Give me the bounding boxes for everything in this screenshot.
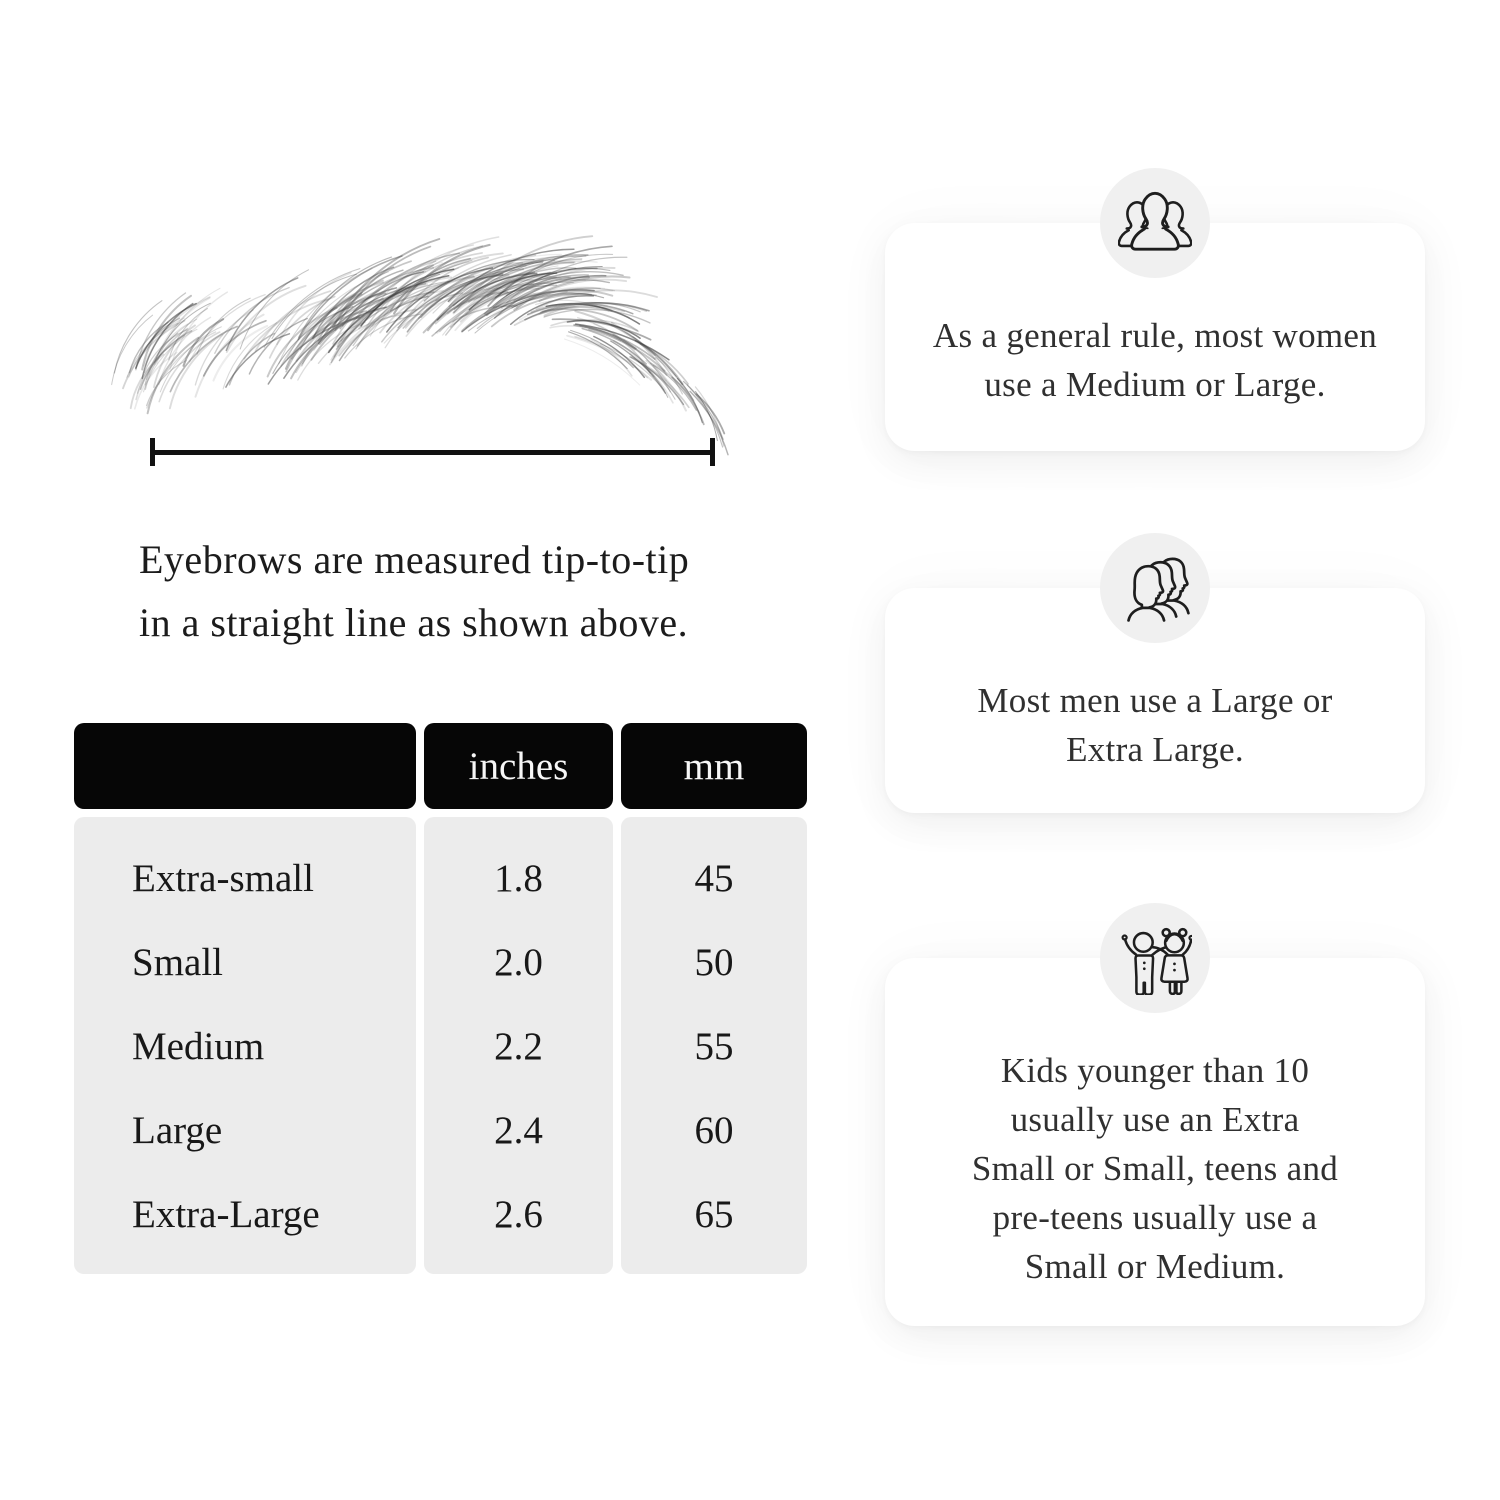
- measurement-caption: [139, 528, 779, 654]
- size-label: Extra-Large: [132, 1192, 320, 1236]
- size-label: Large: [132, 1108, 223, 1152]
- inches-value: 2.0: [494, 940, 543, 984]
- inches-value: 1.8: [494, 856, 543, 900]
- caption-line-2: in a straight line as shown above.: [139, 600, 689, 645]
- mm-value: 45: [694, 856, 734, 900]
- eyebrow-sketch-svg: [112, 240, 752, 452]
- card-text-line: Small or Medium.: [1024, 1247, 1286, 1286]
- header-cell-mm: mm: [621, 723, 807, 809]
- kids-guideline-card: [885, 958, 1425, 1326]
- women-guideline-card: [885, 223, 1425, 451]
- women-icon-badge: [1100, 168, 1210, 278]
- mm-value: 50: [694, 940, 734, 984]
- mm-value: 55: [694, 1024, 734, 1068]
- card-text-line: usually use an Extra: [1010, 1100, 1300, 1139]
- inches-column: [424, 817, 613, 1274]
- measure-bar: [152, 450, 713, 455]
- kids-icon-badge: [1100, 903, 1210, 1013]
- card-text-line: Extra Large.: [1066, 730, 1244, 769]
- header-cell-blank: [74, 723, 416, 809]
- kids-icon: [1118, 921, 1192, 995]
- size-label-column: [74, 817, 416, 1274]
- card-text-line: use a Medium or Large.: [984, 365, 1326, 404]
- mm-value: 65: [694, 1192, 734, 1236]
- eyebrow-illustration: [112, 240, 752, 452]
- men-guideline-card: [885, 588, 1425, 813]
- measurement-line: [150, 438, 715, 466]
- caption-line-1: Eyebrows are measured tip-to-tip: [139, 537, 690, 582]
- header-cell-inches: inches: [424, 723, 613, 809]
- size-label: Small: [132, 940, 224, 984]
- men-group-icon: [1118, 551, 1192, 625]
- size-table-header: [74, 723, 807, 809]
- size-table-body: [74, 817, 807, 1274]
- size-table: [74, 723, 807, 1274]
- card-text-line: Kids younger than 10: [1000, 1051, 1310, 1090]
- inches-value: 2.4: [494, 1108, 543, 1152]
- inches-value: 2.6: [494, 1192, 543, 1236]
- card-text-line: Small or Small, teens and: [971, 1149, 1339, 1188]
- card-text-line: pre-teens usually use a: [992, 1198, 1318, 1237]
- size-label: Extra-small: [132, 856, 314, 900]
- measure-right-tick: [710, 438, 715, 466]
- size-label: Medium: [132, 1024, 265, 1068]
- women-group-icon: [1118, 186, 1192, 260]
- mm-column: [621, 817, 807, 1274]
- men-icon-badge: [1100, 533, 1210, 643]
- card-text-line: As a general rule, most women: [932, 316, 1378, 355]
- inches-value: 2.2: [494, 1024, 543, 1068]
- card-text-line: Most men use a Large or: [977, 681, 1333, 720]
- mm-value: 60: [694, 1108, 734, 1152]
